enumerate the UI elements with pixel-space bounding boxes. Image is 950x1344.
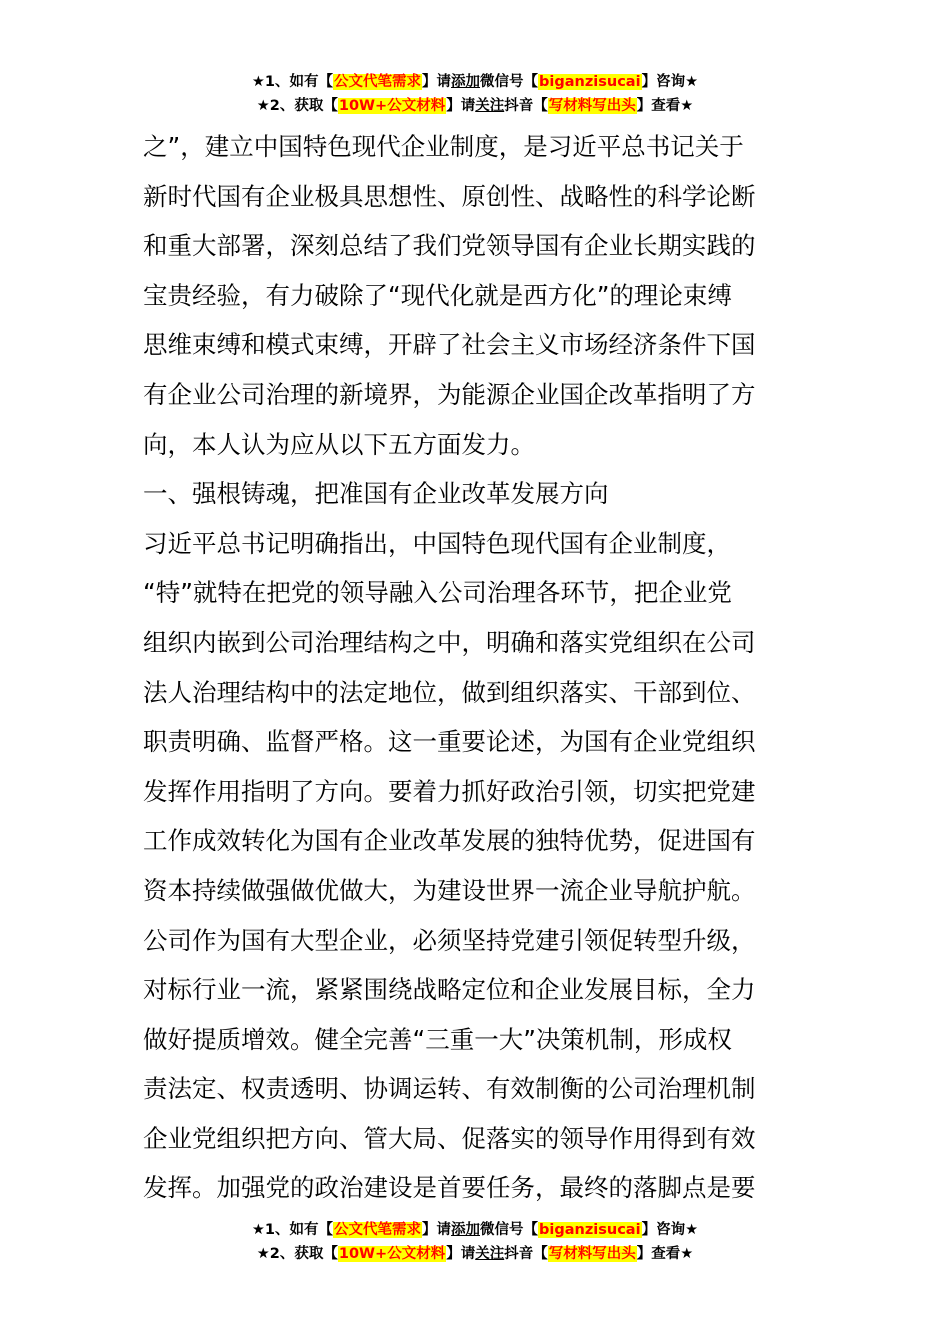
banner-underline: 关注 [475,98,505,114]
body-line: “特”就特在把党的领导融入公司治理各环节，把企业党 [143,578,732,608]
banner-line-1 [0,1218,950,1242]
body-line: 思维束缚和模式束缚，开辟了社会主义市场经济条件下国 [143,330,756,360]
banner-text: 】请 [422,1222,452,1238]
body-line: 新时代国有企业极具思想性、原创性、战略性的科学论断 [143,181,756,211]
body-line: 和重大部署，深刻总结了我们党领导国有企业长期实践的 [143,231,756,261]
section-heading: 一、强根铸魂，把准国有企业改革发展方向 [143,479,609,509]
banner-text: 】咨询★ [641,1222,699,1238]
banner-text: 】查看★ [636,98,694,114]
banner-highlight: 10W+公文材料 [338,1246,446,1262]
body-line: 工作成效转化为国有企业改革发展的独特优势，促进国有 [143,826,756,856]
banner-line-2 [0,1242,950,1266]
body-line: 法人治理结构中的法定地位，做到组织落实、干部到位、 [143,677,756,707]
body-line: 有企业公司治理的新境界，为能源企业国企改革指明了方 [143,379,756,409]
banner-highlight: biganzisucai [539,1222,641,1238]
banner-text: ★1、如有【 [251,74,334,90]
banner-line-2 [0,94,950,118]
banner-text: 】查看★ [636,1246,694,1262]
body-line: 资本持续做强做优做大，为建设世界一流企业导航护航。 [143,875,756,905]
document-body [143,122,813,1213]
header-banner [0,70,950,118]
body-line: 公司作为国有大型企业，必须坚持党建引领促转型升级， [143,925,756,955]
banner-underline: 添加 [451,74,481,90]
banner-text: 】请 [422,74,452,90]
banner-text: 】咨询★ [641,74,699,90]
banner-highlight: 公文代笔需求 [334,1222,422,1238]
body-line: 企业党组织把方向、管大局、促落实的领导作用得到有效 [143,1123,756,1153]
body-line: 对标行业一流，紧紧围绕战略定位和企业发展目标，全力 [143,975,756,1005]
banner-text: ★2、获取【 [256,1246,338,1262]
footer-banner [0,1218,950,1266]
body-line: 职责明确、监督严格。这一重要论述，为国有企业党组织 [143,727,756,757]
body-line: 习近平总书记明确指出，中国特色现代国有企业制度， [143,528,731,558]
body-line: 向，本人认为应从以下五方面发力。 [143,429,535,459]
body-line: 宝贵经验，有力破除了“现代化就是西方化”的理论束缚 [143,280,732,310]
banner-text: 】请 [446,98,476,114]
banner-text: 抖音【 [504,1246,548,1262]
banner-text: ★2、获取【 [256,98,338,114]
body-line: 发挥。加强党的政治建设是首要任务，最终的落脚点是要 [143,1173,756,1203]
body-line: 发挥作用指明了方向。要着力抓好政治引领，切实把党建 [143,776,756,806]
banner-line-1 [0,70,950,94]
banner-highlight: 公文代笔需求 [334,74,422,90]
body-line: 之”，建立中国特色现代企业制度，是习近平总书记关于 [143,132,744,161]
body-line: 责法定、权责透明、协调运转、有效制衡的公司治理机制 [143,1074,756,1104]
banner-text: 】请 [446,1246,476,1262]
body-line: 组织内嵌到公司治理结构之中，明确和落实党组织在公司 [143,627,756,657]
banner-underline: 添加 [451,1222,481,1238]
banner-underline: 关注 [475,1246,505,1262]
banner-text: ★1、如有【 [251,1222,334,1238]
banner-highlight: 写材料写出头 [548,98,636,114]
body-line: 做好提质增效。健全完善“三重一大”决策机制，形成权 [143,1024,732,1054]
banner-highlight: 写材料写出头 [548,1246,636,1262]
banner-text: 微信号【 [480,74,539,90]
banner-text: 抖音【 [504,98,548,114]
banner-highlight: 10W+公文材料 [338,98,446,114]
banner-highlight: biganzisucai [539,74,641,90]
banner-text: 微信号【 [480,1222,539,1238]
